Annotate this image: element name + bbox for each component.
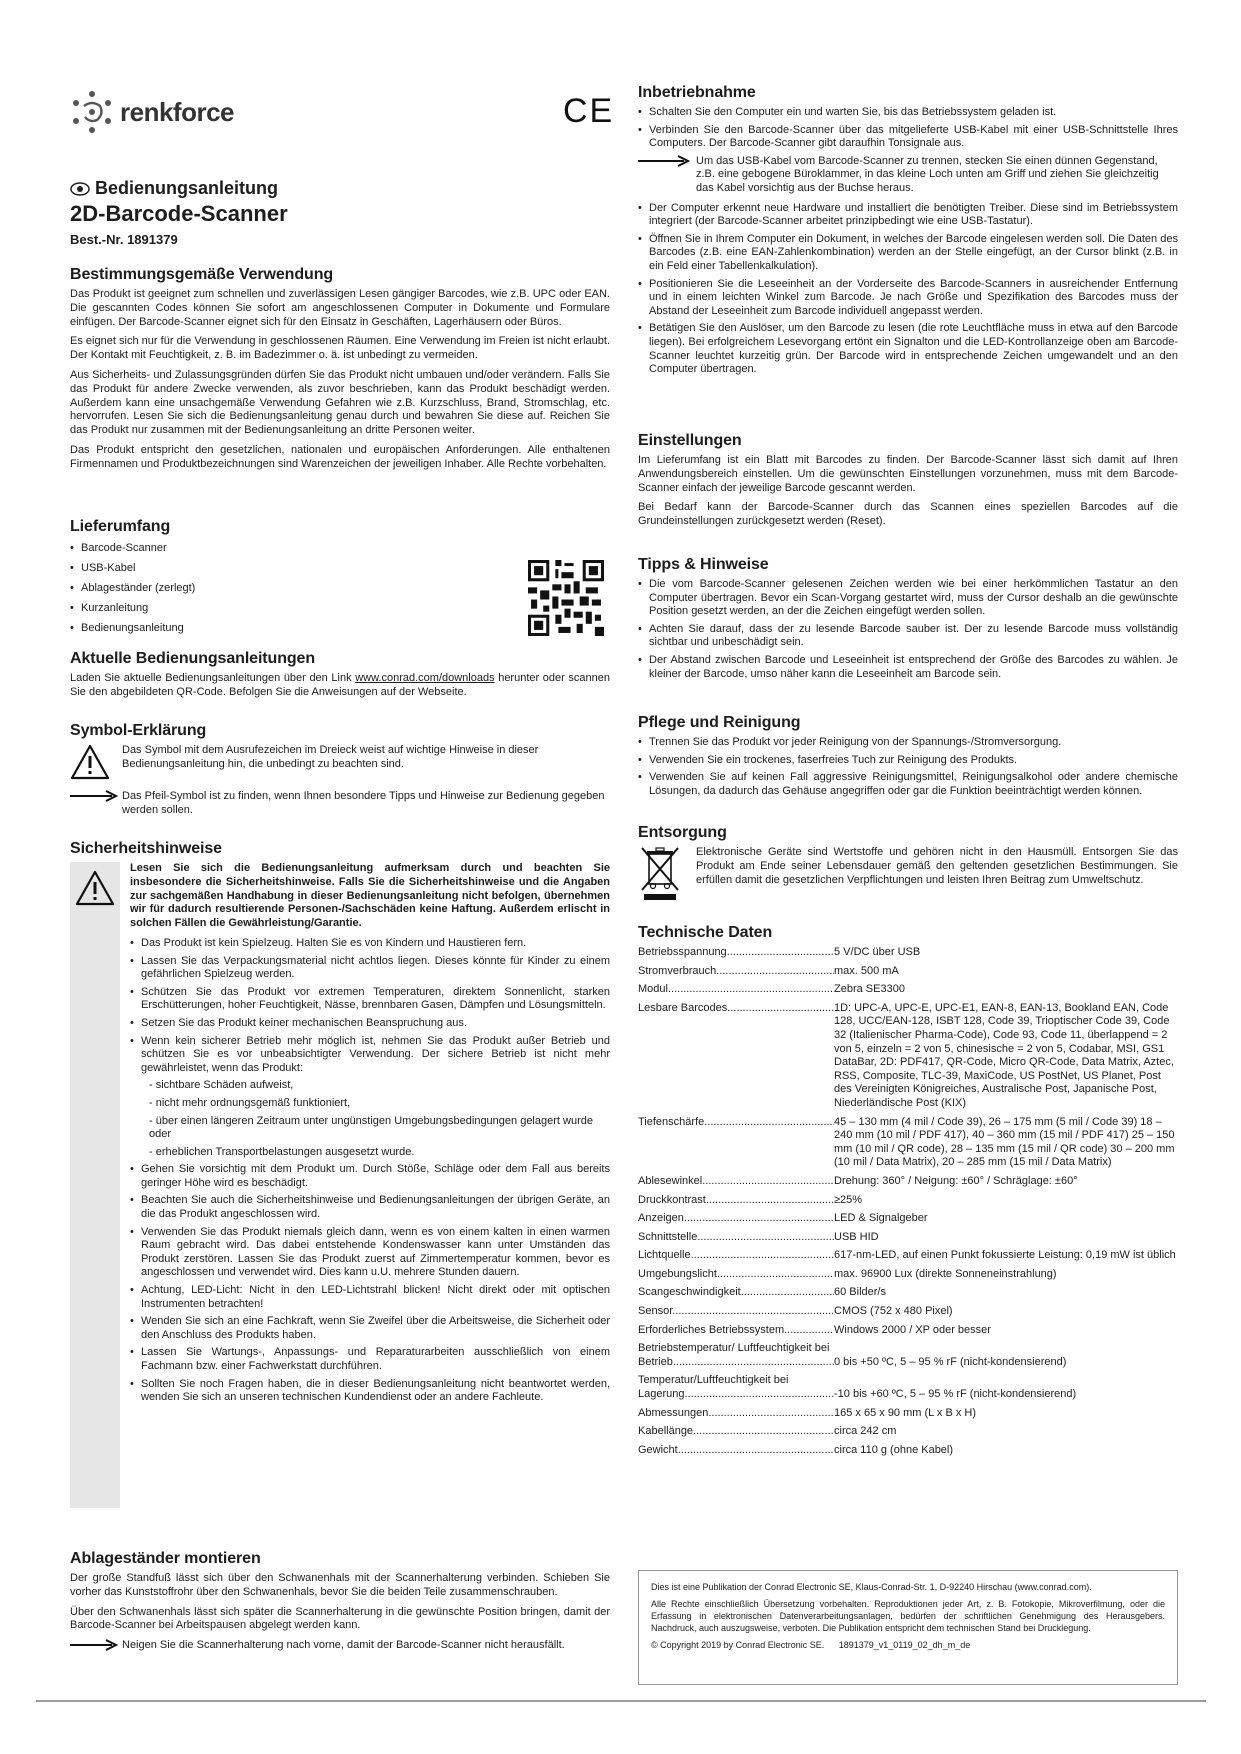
section-tipps: [638, 556, 1178, 685]
spec-value: 60 Bilder/s: [834, 1286, 886, 1299]
bottom-divider: [36, 1700, 1206, 1702]
spec-value: 165 x 65 x 90 mm (L x B x H): [834, 1406, 977, 1419]
spec-row: [638, 1116, 1178, 1170]
list-item: • Schalten Sie den Computer ein und warten Sie, bis das Betriebssystem geladen ist.: [638, 106, 1178, 120]
arrow-icon: [638, 155, 690, 167]
spec-row: [638, 1425, 1178, 1439]
section-title: Lieferumfang: [70, 518, 171, 535]
list-subitem: - erheblichen Transportbelastungen ausgesetzt wurde.: [149, 1145, 415, 1158]
spec-key: Scangeschwindigkeit .....: [638, 1286, 834, 1300]
manual-label: Bedienungsanleitung: [95, 178, 279, 198]
spec-key: Schnittstelle .....: [638, 1231, 834, 1245]
section-title: Technische Daten: [638, 924, 773, 941]
section-symbol: [70, 722, 610, 823]
list-item: • Barcode-Scanner: [70, 540, 610, 556]
imprint-rights: Alle Rechte einschließlich Übersetzung vorbehalten. Reproduktionen jeder Art, z. B. Fotokopie, Mikroverfilmung, oder die Erfassung in elektronischen Datenverarbeitungsanlagen, bedürfen der schriftlichen Genehmigung des Herausgebers. Nachdruck, auch auszugsweise, verboten. Die Publikation entspricht dem technischen Stand bei Drucklegung.: [651, 1599, 1165, 1633]
list-item: • Gehen Sie vorsichtig mit dem Produkt um. Durch Stöße, Schläge oder dem Fall aus bereits geringer Höhe wird es beschädigt.: [130, 1163, 610, 1190]
section-title: Symbol-Erklärung: [70, 722, 207, 739]
paragraph: Über den Schwanenhals lässt sich später die Scannerhalterung in die gewünschte Position bringen, damit der Barcode-Scanner bei Arbeitspausen abgelegt werden kann.: [70, 1605, 610, 1632]
spec-row: [638, 1212, 1178, 1226]
imprint-box: [638, 1570, 1178, 1685]
spec-key: Lichtquelle .....: [638, 1249, 834, 1263]
warning-description: Das Symbol mit dem Ausrufezeichen im Dreieck weist auf wichtige Hinweise in dieser Bedienungsanleitung hin, die unbedingt zu beachten sind.: [122, 744, 539, 770]
spec-key: Gewicht .....: [638, 1444, 834, 1458]
spec-value: 5 V/DC über USB: [834, 946, 921, 958]
spec-row: [638, 1194, 1178, 1208]
spec-row: [638, 983, 1178, 997]
list-item: • Verwenden Sie auf keinen Fall aggressive Reinigungsmittel, Reinigungsalkohol oder andere chemische Lösungen, da dadurch das Gehäuse angegriffen oder gar die Funktion beeinträchtigt werden können.: [638, 771, 1178, 798]
spec-value: USB HID: [834, 1230, 879, 1243]
spec-value: max. 96900 Lux (direkte Sonneneinstrahlung): [834, 1267, 1057, 1280]
list-item: • USB-Kabel: [70, 560, 610, 576]
paragraph: Bei Bedarf kann der Barcode-Scanner durch das Scannen eines speziellen Barcodes auf die Grundeinstellungen zurückgesetzt werden (Reset).: [638, 501, 1178, 528]
section-einstellungen: [638, 432, 1178, 535]
list-item: • Öffnen Sie in Ihrem Computer ein Dokument, in welches der Barcode eingelesen werden soll. Die Daten des Barcodes (z.B. eine EAN-Zahlenkombination) werden an der Stelle eingefügt, an der Cursor blinkt (z.B. in ein Feld einer Tabellenkalkulation).: [638, 233, 1178, 274]
list-item: • Trennen Sie das Produkt vor jeder Reinigung von der Spannungs-/Stromversorgung.: [638, 736, 1178, 750]
section-bestimmung: [70, 266, 610, 478]
text: herunter oder scannen Sie den abgebildeten QR-Code. Befolgen Sie die Anweisungen auf der Webseite.: [70, 672, 610, 698]
spec-row: [638, 1231, 1178, 1245]
spec-key: Umgebungslicht .....: [638, 1268, 834, 1282]
list-item: • Achten Sie darauf, dass der zu lesende Barcode sauber ist. Der zu lesende Barcode muss vollständig sichtbar und unbeschädigt sein.: [638, 623, 1178, 650]
spec-key: Betriebstemperatur/ Luftfeuchtigkeit bei Betrieb .....: [638, 1342, 834, 1369]
order-number: Best.-Nr. 1891379: [70, 232, 178, 247]
spec-row: [638, 1374, 1178, 1401]
spec-value: circa 110 g (ohne Kabel): [834, 1443, 954, 1456]
spec-value: LED & Signalgeber: [834, 1212, 928, 1225]
spec-key: Temperatur/Luftfeuchtigkeit bei Lagerung .....: [638, 1374, 834, 1401]
paragraph: Elektronische Geräte sind Wertstoffe und gehören nicht in den Hausmüll. Entsorgen Sie das Produkt am Ende seiner Lebensdauer gemäß den geltenden gesetzlichen Bestimmungen. Sie erfüllen damit die gesetzlichen Verpflichtungen und leisten Ihren Beitrag zum Umweltschutz.: [696, 846, 1178, 886]
spec-key: Druckkontrast .....: [638, 1194, 834, 1208]
product-title: 2D-Barcode-Scanner: [70, 201, 288, 226]
spec-row: [638, 1286, 1178, 1300]
spec-table: [638, 946, 1178, 1457]
section-aktuelle: [70, 650, 610, 706]
spec-value: Drehung: 360° / Neigung: ±60° / Schräglage: ±60°: [834, 1174, 1078, 1187]
imprint-copyright: © Copyright 2019 by Conrad Electronic SE.: [651, 1640, 825, 1650]
weee-bin-icon: [640, 846, 680, 902]
section-sicherheit: [70, 840, 610, 1409]
spec-row: [638, 1268, 1178, 1282]
spec-value: -10 bis +60 ºC, 5 – 95 % rF (nicht-kondensierend): [834, 1388, 1077, 1401]
qr-code-icon[interactable]: [528, 560, 604, 636]
ce-mark: CE: [563, 92, 615, 130]
spec-row: [638, 965, 1178, 979]
spec-row: [638, 1249, 1178, 1263]
section-title: Aktuelle Bedienungsanleitungen: [70, 650, 316, 667]
text: Laden Sie aktuelle Bedienungsanleitungen über den Link: [70, 672, 356, 684]
spec-row: [638, 1175, 1178, 1189]
list-item: • Lassen Sie Wartungs-, Anpassungs- und Reparaturarbeiten ausschließlich von einem Fachmann bzw. einer Fachwerkstatt durchführen.: [130, 1346, 610, 1373]
warning-icon: [70, 744, 110, 780]
arrow-icon: [70, 790, 118, 802]
list-item: • Das Produkt ist kein Spielzeug. Halten Sie es von Kindern und Haustieren fern.: [130, 937, 610, 951]
list-item: • Beachten Sie auch die Sicherheitshinweise und Bedienungsanleitungen der übrigen Geräte, an die das Produkt angeschlossen wird.: [130, 1194, 610, 1221]
brand-name: renkforce: [120, 96, 234, 127]
paragraph: Aus Sicherheits- und Zulassungsgründen dürfen Sie das Produkt nicht umbauen und/oder verändern. Falls Sie das Produkt für andere Zwecke verwenden, als zuvor beschrieben, kann das Produkt beschädigt werden. Außerdem kann eine unsachgemäße Verwendung Gefahren wie z.B. Kurzschluss, Brand, Stromschlag, etc. hervorrufen. Lesen Sie sich die Bedienungsanleitung genau durch und bewahren Sie diese auf. Reichen Sie das Produkt nur zusammen mit der Bedienungsanleitung an dritte Personen weiter.: [70, 368, 610, 437]
download-link[interactable]: www.conrad.com/downloads: [355, 672, 495, 684]
paragraph: Der große Standfuß lässt sich über den Schwanenhals mit der Scannerhalterung verbinden. Schieben Sie vorher das Kunststoffrohr über den Schwanenhals, bevor Sie die beiden Teile zusammenschrauben.: [70, 1572, 610, 1598]
list-subitem: - nicht mehr ordnungsgemäß funktioniert,: [149, 1096, 351, 1109]
spec-value: max. 500 mA: [834, 964, 899, 977]
list-item: • Schützen Sie das Produkt vor extremen Temperaturen, direktem Sonnenlicht, starken Erschütterungen, hoher Feuchtigkeit, Nässe, brennbaren Gasen, Dämpfen und Lösungsmitteln.: [130, 986, 610, 1013]
warning-icon: [75, 870, 115, 906]
spec-key: Stromverbrauch .....: [638, 965, 834, 979]
list-item: • Kurzanleitung: [70, 600, 610, 616]
list-item: • Setzen Sie das Produkt keiner mechanischen Beanspruchung aus.: [130, 1017, 610, 1031]
list-subitem: - über einen längeren Zeitraum unter ungünstigen Umgebungsbedingungen gelagert wurde oder: [149, 1114, 593, 1141]
spec-value: 1D: UPC-A, UPC-E, UPC-E1, EAN-8, EAN-13, Bookland EAN, Code 128, UCC/EAN-128, ISBT 128, Code 39, Trioptischer Code 39, Code 32 (Italienischer Pharma-Code), Code 93, Code 11, überlappend = 2 von 5, einzeln = 2 von 5, chinesische = 2 von 5, Codabar, MSI, GS1 DataBar, 2D: PDF417, QR-Code, Micro QR-Code, Data Matrix, Aztec, RSS, Composite, TLC-39, MaxiCode, US PostNet, US Planet, Post des Vereinigten Königreiches, Australische Post, Japanische Post, Niederländische Post (KIX): [834, 1001, 1174, 1109]
brand-logo: [70, 90, 234, 134]
spec-row: [638, 1444, 1178, 1458]
section-title: Pflege und Reinigung: [638, 714, 801, 731]
list-item: • Betätigen Sie den Auslöser, um den Barcode zu lesen (die rote Leuchtfläche muss in etwa auf den Barcode liegen). Bei erfolgreichem Lesevorgang ertönt ein Signalton und die LED-Kontrollanzeige oben am Barcode-Scanner leuchtet kurzeitig grün. Der Barcode wird in entsprechende Zeichen umgewandelt und an den Computer übertragen.: [638, 322, 1178, 376]
spec-key: Erforderliches Betriebssystem .....: [638, 1324, 834, 1338]
list-item: • Der Computer erkennt neue Hardware und installiert die benötigten Treiber. Diese sind im Betriebssystem integriert (der Barcode-Scanner arbeitet prinzipbedingt wie eine USB-Tastatur).: [638, 202, 1178, 229]
spec-key: Ablesewinkel .....: [638, 1175, 834, 1189]
title-block: [70, 178, 610, 247]
list-item: • Bedienungsanleitung: [70, 620, 610, 636]
arrow-icon: [70, 1639, 118, 1651]
spec-key: Anzeigen .....: [638, 1212, 834, 1226]
spec-value: 617-nm-LED, auf einen Punkt fokussierte Leistung: 0,19 mW ist üblich: [834, 1249, 1176, 1262]
spec-value: ≥25%: [834, 1193, 863, 1206]
paragraph: Im Lieferumfang ist ein Blatt mit Barcodes zu finden. Der Barcode-Scanner lässt sich damit auf Ihren Anwendungsbereich einstellen. Um die gewünschten Einstellungen vorzunehmen, muss mit dem Barcode-Scanner einfach der jeweilige Barcode gescannt werden.: [638, 454, 1178, 494]
spec-row: [638, 1342, 1178, 1369]
paragraph: Das Produkt ist geeignet zum schnellen und zuverlässigen Lesen gängiger Barcodes, wie z.B. UPC oder EAN. Die gescannten Codes können Sie sofort am angeschlossenen Computer in Dokumente und Formulare einfügen. Der Barcode-Scanner eignet sich für den Einsatz in Geschäften, Lagerhäusern oder Büros.: [70, 288, 610, 328]
paragraph: Das Produkt entspricht den gesetzlichen, nationalen und europäischen Anforderungen. Alle enthaltenen Firmennamen und Produktbezeichnungen sind Warenzeichen der jeweiligen Inhaber. Alle Rechte vorbehalten.: [70, 443, 610, 470]
spec-value: Zebra SE3300: [834, 983, 905, 996]
section-title: Ablageständer montieren: [70, 1550, 261, 1567]
section-inbetrieb: [638, 84, 1178, 381]
paragraph: Es eignet sich nur für die Verwendung in geschlossenen Räumen. Eine Verwendung im Freien ist nicht erlaubt. Der Kontakt mit Feuchtigkeit, z. B. im Badezimmer o. ä. ist unbedingt zu vermeiden.: [70, 335, 610, 362]
section-title: Inbetriebnahme: [638, 84, 756, 101]
list-item: • Verwenden Sie das Produkt niemals gleich dann, wenn es von einem kalten in einen warmen Raum gebracht wird. Das dabei entstehende Kondenswasser kann unter Umständen das Produkt zerstören. Lassen Sie das Produkt zuerst auf Zimmertemperatur kommen, bevor es angeschlossen und verwendet wird. Dies kann u.U. mehrere Stunden dauern.: [130, 1226, 610, 1280]
imprint-publisher: Dies ist eine Publikation der Conrad Electronic SE, Klaus-Conrad-Str. 1, D-92240 Hirschau (www.conrad.com).: [651, 1582, 1092, 1592]
section-pflege: [638, 714, 1178, 802]
list-item: • Sollten Sie noch Fragen haben, die in dieser Bedienungsanleitung nicht beantwortet werden, wenden Sie sich an unseren technischen Kundendienst oder an andere Fachleute.: [130, 1378, 610, 1405]
spec-key: Modul .....: [638, 983, 834, 997]
spec-key: Tiefenschärfe .....: [638, 1116, 834, 1170]
list-item: • Lassen Sie das Verpackungsmaterial nicht achtlos liegen. Dieses könnte für Kinder zu einem gefährlichen Spielzeug werden.: [130, 955, 610, 982]
section-title: Sicherheitshinweise: [70, 840, 222, 857]
imprint-code: 1891379_v1_0119_02_dh_m_de: [838, 1640, 971, 1650]
spec-value: Windows 2000 / XP oder besser: [834, 1323, 991, 1336]
spec-row: [638, 1305, 1178, 1319]
list-item: • Wenn kein sicherer Betrieb mehr möglich ist, nehmen Sie das Produkt außer Betrieb und schützen Sie es vor unbeabsichtigter Verwendung. Der sichere Betrieb ist nicht mehr gewährleistet, wenn das Produkt:: [130, 1035, 610, 1076]
spec-key: Sensor .....: [638, 1305, 834, 1319]
list-item: • Verbinden Sie den Barcode-Scanner über das mitgelieferte USB-Kabel mit einer USB-Schnittstelle Ihres Computers. Der Barcode-Scanner gibt daraufhin Tonsignale aus.: [638, 124, 1178, 151]
section-title: Einstellungen: [638, 432, 742, 449]
spec-value: 45 – 130 mm (4 mil / Code 39), 26 – 175 mm (5 mil / Code 39) 18 – 240 mm (10 mil / PDF 417), 40 – 360 mm (15 mil / PDF 417) 25 – 150 mm (10 mil / QR code), 28 – 135 mm (15 mil / QR code) 30 – 200 mm (10 mil / Data Matrix), 20 – 285 mm (15 mil / Data Matrix): [834, 1115, 1175, 1169]
section-title: Bestimmungsgemäße Verwendung: [70, 266, 334, 283]
arrow-description: Das Pfeil-Symbol ist zu finden, wenn Ihnen besondere Tipps und Hinweise zur Bedienung gegeben werden sollen.: [122, 790, 605, 816]
section-title: Tipps & Hinweise: [638, 556, 769, 573]
warning-sidebar: [70, 862, 120, 1508]
spec-value: 0 bis +50 ºC, 5 – 95 % rF (nicht-kondensierend): [834, 1355, 1067, 1368]
list-item: • Positionieren Sie die Leseeinheit an der Vorderseite des Barcode-Scanners in ausreichender Entfernung und in einem leichten Winkel zum Barcode. Je nach Größe und Spezifikation des Barcodes muss der Abstand der Leseeinheit zum Barcode individuell angepasst werden.: [638, 278, 1178, 319]
list-subitem: - sichtbare Schäden aufweist,: [149, 1079, 294, 1092]
spec-key: Abmessungen .....: [638, 1407, 834, 1421]
eye-icon: [70, 182, 90, 196]
tip-text: Neigen Sie die Scannerhalterung nach vorne, damit der Barcode-Scanner nicht herausfällt.: [122, 1639, 565, 1652]
list-item: • Verwenden Sie ein trockenes, faserfreies Tuch zur Reinigung des Produkts.: [638, 754, 1178, 768]
spec-key: Kabellänge .....: [638, 1425, 834, 1439]
list-item: • Ablageständer (zerlegt): [70, 580, 610, 596]
tip-text: Um das USB-Kabel vom Barcode-Scanner zu trennen, stecken Sie einen dünnen Gegenstand, z.B. eine gebogene Büroklammer, in das kleine Loch unten am Griff und ziehen Sie gleichzeitig das Kabel vorsichtig aus der Buchse heraus.: [696, 154, 1159, 194]
renkforce-logo-icon: [70, 90, 114, 134]
spec-value: circa 242 cm: [834, 1425, 897, 1438]
list-item: • Wenden Sie sich an eine Fachkraft, wenn Sie Zweifel über die Arbeitsweise, die Sicherheit oder den Anschluss des Produkts haben.: [130, 1315, 610, 1342]
section-ablage: [70, 1550, 610, 1659]
spec-value: CMOS (752 x 480 Pixel): [834, 1305, 953, 1318]
safety-intro: Lesen Sie sich die Bedienungsanleitung aufmerksam durch und beachten Sie insbesondere die Sicherheitshinweise. Falls Sie die Sicherheitshinweise und die Angaben zur sachgemäßen Handhabung in dieser Bedienungsanleitung nicht befolgen, übernehmen wir für dadurch resultierende Personen-/Sachschäden keine Haftung. Außerdem erlischt in solchen Fällen die Gewährleistung/Garantie.: [130, 862, 610, 930]
spec-key: Lesbare Barcodes .....: [638, 1002, 834, 1111]
list-item: • Der Abstand zwischen Barcode und Leseeinheit ist entsprechend der Größe des Barcodes zu wählen. Je kleiner der Barcode, umso näher kann die Leseeinheit am Barcode sein.: [638, 654, 1178, 681]
list-item: • Die vom Barcode-Scanner gelesenen Zeichen werden wie bei einer herkömmlichen Tastatur an den Computer übertragen. Bevor ein Scan-Vorgang gestartet wird, muss der Cursor deshalb an die gewünschte Position gesetzt werden, an der die Zeichen eingefügt werden sollen.: [638, 578, 1178, 619]
spec-key: Betriebsspannung .....: [638, 946, 834, 960]
spec-row: [638, 1002, 1178, 1111]
section-technik: [638, 924, 1178, 1462]
section-title: Entsorgung: [638, 824, 727, 841]
spec-row: [638, 1407, 1178, 1421]
spec-row: [638, 1324, 1178, 1338]
list-item: • Achtung, LED-Licht: Nicht in den LED-Lichtstrahl blicken! Nicht direkt oder mit optischen Instrumenten betrachten!: [130, 1284, 610, 1311]
section-entsorgung: [638, 824, 1178, 902]
spec-row: [638, 946, 1178, 960]
